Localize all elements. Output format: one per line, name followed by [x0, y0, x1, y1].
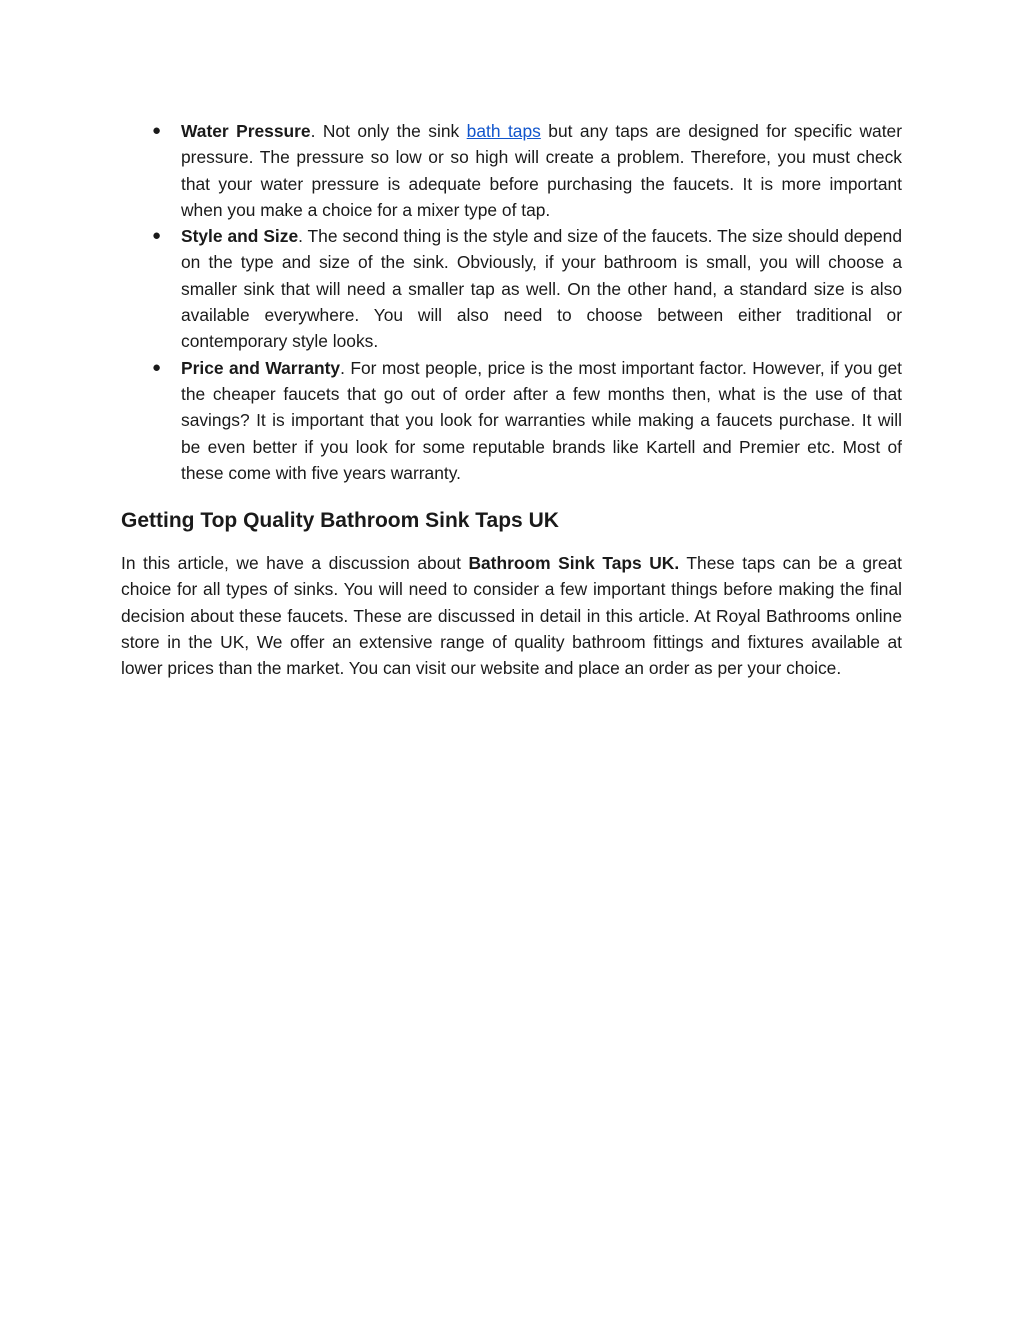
style-size-text: . The second thing is the style and size of the faucets. The size should depend on the type and size of the sink. Obviously, if your bathroom is small, you will choose a smaller sink that will need a smaller tap as well. On the other hand, a standard size is also available everywhere. You will also need to choose between either traditional or contemporary style looks.: [181, 226, 902, 352]
paragraph-text-after-bold: These taps can be a great choice for all types of sinks. You will need to consider a few important things before making the final decision about these faucets. These are discussed in detail in this article. At Royal Bathrooms online store in the UK, We offer an extensive range of quality bathroom fittings and fixtures available at lower prices than the market. You can visit our website and place an order as per your choice.: [121, 553, 902, 679]
factor-list: [121, 118, 902, 486]
list-item-price-warranty: [121, 355, 902, 486]
term-price-warranty: Price and Warranty: [181, 357, 341, 378]
bullet-icon: ●: [152, 122, 162, 139]
list-item-style-size: [121, 223, 902, 354]
document-page: [121, 118, 902, 682]
list-item-water-pressure: [121, 118, 902, 223]
price-warranty-text: . For most people, price is the most important factor. However, if you get the cheaper faucets that go out of order after a few months then, what is the use of that savings? It is important that you look for warranties while making a faucets purchase. It will be even better if you look for some reputable brands like Kartell and Premier etc. Most of these come with five years warranty.: [181, 357, 903, 483]
paragraph-text-before-bold: In this article, we have a discussion about: [121, 553, 469, 574]
term-water-pressure: Water Pressure: [181, 121, 311, 141]
bullet-icon: ●: [152, 227, 162, 245]
text-after-link: but any taps are designed for specific water pressure. The pressure so low or so high will create a problem. Therefore, you must check that your water pressure is adequate before purchasing the faucets. It is more important when you make a choice for a mixer type of tap.: [181, 121, 902, 220]
section-paragraph: [121, 550, 902, 681]
bullet-icon: ●: [152, 358, 162, 376]
term-style-size: Style and Size: [181, 226, 299, 247]
section-heading: Getting Top Quality Bathroom Sink Taps UK: [121, 509, 559, 533]
bath-taps-link[interactable]: bath taps: [466, 121, 541, 141]
text-before-link: . Not only the sink: [310, 121, 467, 141]
paragraph-bold-text: Bathroom Sink Taps UK.: [468, 553, 680, 574]
